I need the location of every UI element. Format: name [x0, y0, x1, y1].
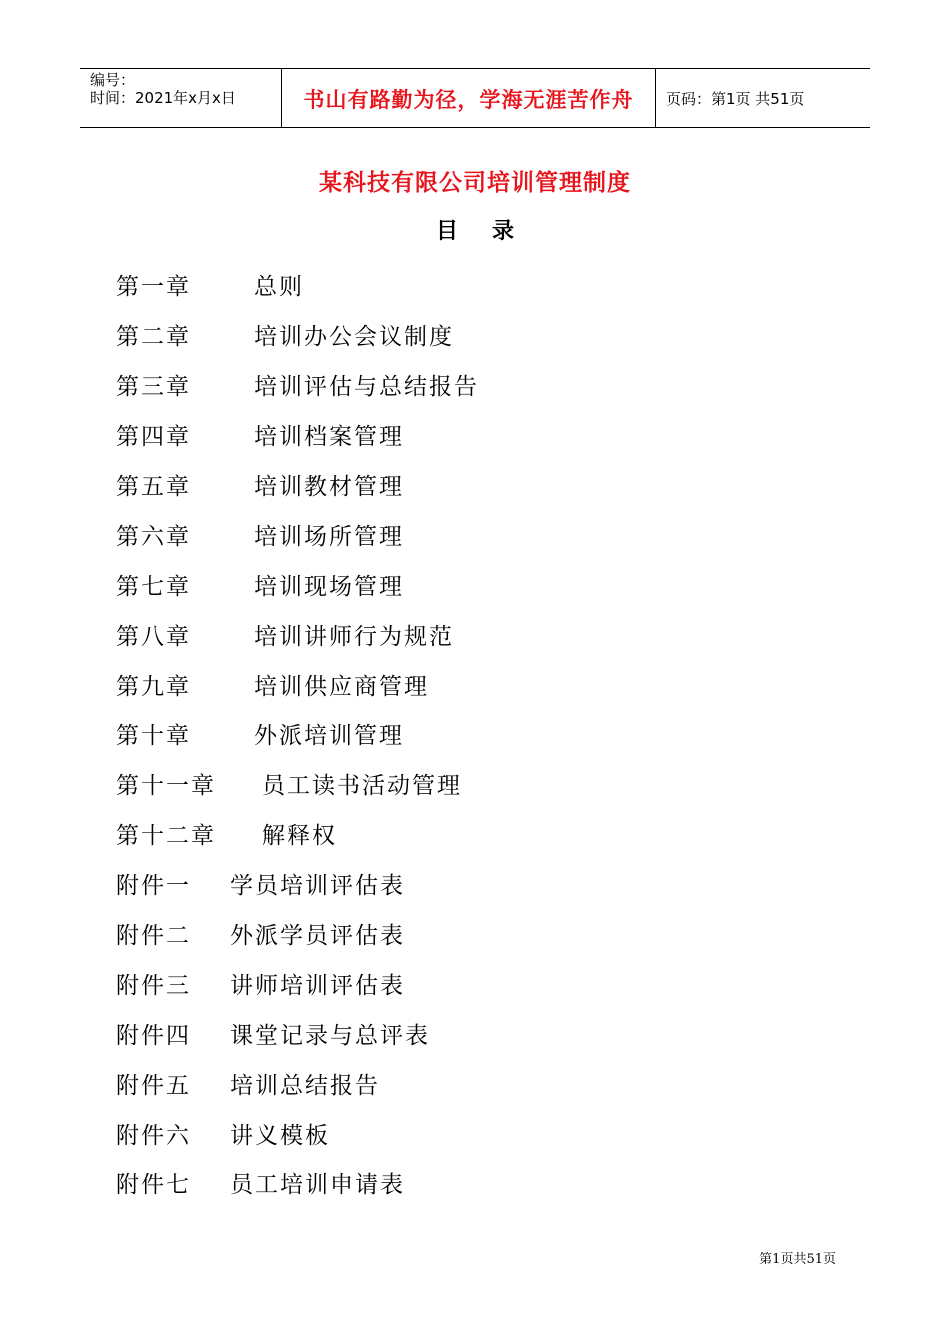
- toc-entry-title: 培训供应商管理: [254, 673, 429, 700]
- toc-entry-title: 外派学员评估表: [230, 923, 405, 950]
- toc-entry[interactable]: [116, 260, 479, 310]
- toc-entry-number: 附件六: [116, 1122, 191, 1149]
- toc-entry-title: 培训现场管理: [254, 573, 404, 600]
- toc-entry[interactable]: [116, 410, 479, 460]
- toc-entry-number: 第四章: [116, 424, 191, 451]
- toc-entry[interactable]: [116, 1058, 479, 1108]
- toc-entry[interactable]: [116, 509, 479, 559]
- toc-entry-title: 员工培训申请表: [230, 1172, 405, 1199]
- toc-entry[interactable]: [116, 709, 479, 759]
- toc-entry[interactable]: [116, 1008, 479, 1058]
- toc-entry[interactable]: [116, 909, 479, 959]
- header-number-label: 编号：: [90, 71, 136, 89]
- header-page-info: 页码：第1页 共51页: [666, 89, 805, 108]
- toc-entry[interactable]: [116, 609, 479, 659]
- toc-entry[interactable]: [116, 759, 479, 809]
- header-time-label: 时间：2021年x月x日: [90, 89, 236, 107]
- toc-entry[interactable]: [116, 559, 479, 609]
- toc-entry-number: 附件一: [116, 873, 191, 900]
- toc-entry-title: 讲师培训评估表: [230, 972, 405, 999]
- toc-entry-number: 附件五: [116, 1072, 191, 1099]
- toc-entry-number: 第二章: [116, 324, 191, 351]
- toc-entry-number: 第十二章: [116, 823, 216, 850]
- document-title: 某科技有限公司培训管理制度: [319, 170, 631, 196]
- toc-entry[interactable]: [116, 809, 479, 859]
- toc-entry-number: 第三章: [116, 374, 191, 401]
- toc-entry-title: 讲义模板: [230, 1122, 330, 1149]
- toc-entry-title: 培训场所管理: [254, 523, 404, 550]
- toc-entry-number: 附件三: [116, 972, 191, 999]
- toc-entry-number: 第八章: [116, 623, 191, 650]
- toc-entry-number: 第六章: [116, 523, 191, 550]
- toc-entry-number: 附件二: [116, 923, 191, 950]
- toc-entry[interactable]: [116, 460, 479, 510]
- toc-entry-title: 培训讲师行为规范: [254, 623, 454, 650]
- toc-entry-title: 课堂记录与总评表: [230, 1022, 430, 1049]
- toc-entry-title: 总则: [254, 274, 304, 301]
- toc-heading: 目录: [435, 219, 548, 244]
- page-footer: 第1页共51页: [759, 1252, 836, 1267]
- toc-entry[interactable]: [116, 659, 479, 709]
- toc-entry-title: 员工读书活动管理: [262, 773, 462, 800]
- page-header: [80, 68, 870, 128]
- toc-entry-number: 第十一章: [116, 773, 216, 800]
- toc-entry-number: 第九章: [116, 673, 191, 700]
- toc-entry-number: 附件四: [116, 1022, 191, 1049]
- toc-entry-number: 第七章: [116, 573, 191, 600]
- toc-entry[interactable]: [116, 1108, 479, 1158]
- toc-entry-title: 培训教材管理: [254, 474, 404, 500]
- toc-entry[interactable]: [116, 958, 479, 1008]
- table-of-contents: [116, 260, 479, 1208]
- toc-entry[interactable]: [116, 310, 479, 360]
- toc-entry-title: 培训总结报告: [230, 1072, 380, 1099]
- toc-entry-title: 培训评估与总结报告: [254, 374, 479, 401]
- toc-entry[interactable]: [116, 859, 479, 909]
- toc-entry-title: 学员培训评估表: [230, 873, 405, 900]
- toc-entry[interactable]: [116, 360, 479, 410]
- toc-entry-title: 解释权: [262, 823, 337, 850]
- toc-entry[interactable]: [116, 1158, 479, 1208]
- toc-entry-number: 第十章: [116, 723, 191, 750]
- toc-entry-number: 附件七: [116, 1172, 191, 1199]
- header-meta-cell: [80, 69, 282, 127]
- toc-entry-number: 第五章: [116, 474, 191, 500]
- toc-entry-title: 培训办公会议制度: [254, 324, 454, 351]
- toc-entry-number: 第一章: [116, 274, 191, 301]
- toc-entry-title: 外派培训管理: [254, 723, 404, 750]
- toc-entry-title: 培训档案管理: [254, 424, 404, 451]
- header-motto: 书山有路勤为径，学海无涯苦作舟: [282, 69, 656, 127]
